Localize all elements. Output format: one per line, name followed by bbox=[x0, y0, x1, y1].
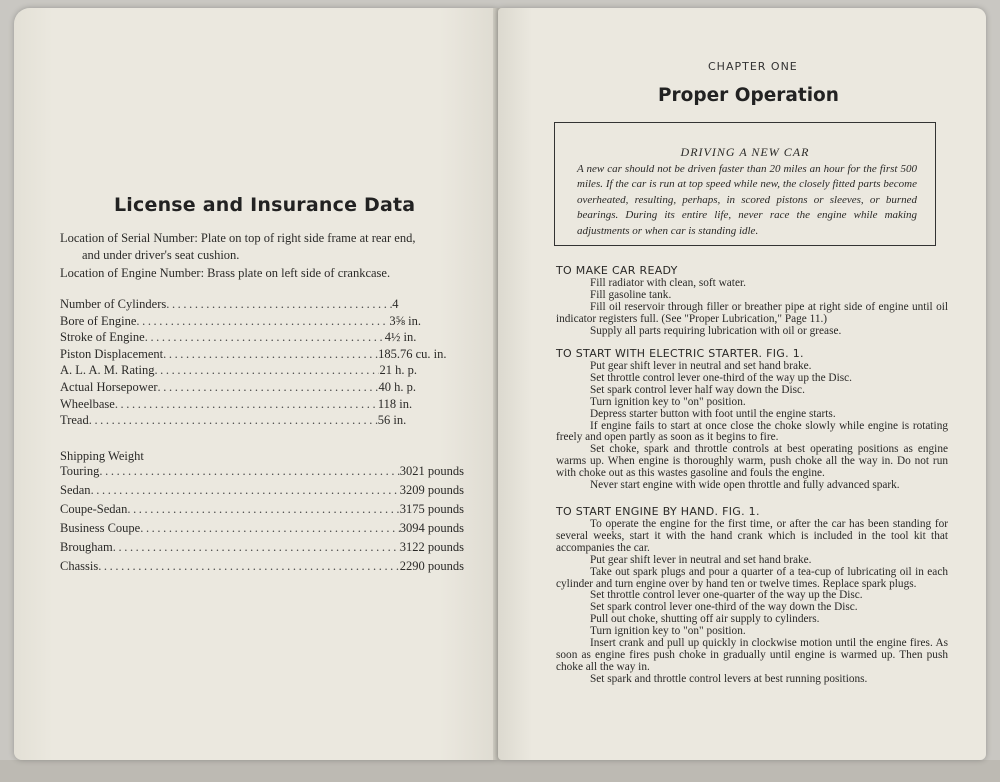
paragraph: If engine fails to start at once close the choke slowly while engine is rotating freely and open partly as soon as it begins to fire. bbox=[556, 419, 948, 444]
right-page bbox=[498, 8, 986, 760]
spec-list bbox=[60, 297, 480, 430]
paragraph: Supply all parts requiring lubrication with oil or grease. bbox=[590, 324, 842, 337]
section-electric-starter bbox=[556, 346, 948, 492]
left-page bbox=[14, 8, 498, 760]
shipping-row: Touring ..... 3021 pounds bbox=[60, 464, 464, 483]
serial-location bbox=[60, 230, 480, 264]
spec-row: Tread ..... 56 in. bbox=[60, 413, 480, 430]
shipping-row: Sedan ..... 3209 pounds bbox=[60, 483, 464, 502]
paragraph: Put gear shift lever in neutral and set hand brake. bbox=[590, 360, 812, 372]
spec-row: Piston Displacement ..... 185.76 cu. in. bbox=[60, 347, 480, 364]
spec-row: Number of Cylinders ..... 4 bbox=[60, 297, 480, 314]
shipping-weight-heading: Shipping Weight bbox=[60, 449, 144, 463]
paragraph: Set spark and throttle control levers at best running positions. bbox=[590, 672, 868, 685]
shipping-row: Business Coupe ..... 3094 pounds bbox=[60, 521, 464, 540]
paragraph: Fill oil reservoir through filler or breather pipe at right side of engine until oil indicator registers full. (See "Proper Lubrication," Page 11.) bbox=[556, 300, 948, 325]
paragraph: Turn ignition key to "on" position. bbox=[590, 395, 746, 408]
shipping-row: Coupe-Sedan ..... 3175 pounds bbox=[60, 502, 464, 521]
paragraph: Set choke, spark and throttle controls at best operating positions as engine warms up. When engine is thoroughly warm, push choke all the way in. Do not run with choke out as this wastes gasoline and fouls the engine. bbox=[556, 443, 948, 480]
box-heading: DRIVING A NEW CAR bbox=[680, 145, 810, 159]
paragraph: Take out spark plugs and pour a quarter of a tea-cup of lubricating oil in each cylinder and turn engine over by hand ten or twelve times. Replace spark plugs. bbox=[556, 565, 948, 590]
left-page-title: License and Insurance Data bbox=[114, 194, 416, 216]
spec-row: Stroke of Engine ..... 4½ in. bbox=[60, 330, 480, 347]
paragraph: Set spark control lever one-third of the way down the Disc. bbox=[590, 601, 858, 614]
shipping-weight-list bbox=[60, 464, 464, 578]
box-text: A new car should not be driven faster than 20 miles an hour for the first 500 miles. If the car is run at top speed while new, the closely fitted parts become overheated, resulting, perhaps, in scored pistons or sleeves, or burned bearings. During its entire life, never race the engine while making adjustments or when car is standing idle. bbox=[577, 163, 917, 237]
engine-number-location: Location of Engine Number: Brass plate on left side of crankcase. bbox=[60, 266, 391, 280]
table-surface bbox=[0, 760, 1000, 782]
paragraph: Set spark control lever half way down the Disc. bbox=[590, 383, 805, 396]
paragraph: Never start engine with wide open throttle and fully advanced spark. bbox=[590, 479, 900, 492]
paragraph: Insert crank and pull up quickly in clockwise motion until the engine fires. As soon as engine fires push choke in gradually until engine is warmed up. Then push choke all the way in. bbox=[556, 637, 948, 673]
paragraph: Pull out choke, shutting off air supply to cylinders. bbox=[590, 613, 820, 626]
paragraph: Depress starter button with foot until the engine starts. bbox=[590, 407, 836, 420]
chapter-label: CHAPTER ONE bbox=[708, 60, 798, 73]
paragraph: Turn ignition key to "on" position. bbox=[590, 625, 746, 638]
spec-row: Actual Horsepower ..... 40 h. p. bbox=[60, 380, 480, 397]
paragraph: Set throttle control lever one-third of the way up the Disc. bbox=[590, 371, 852, 384]
paragraph: Fill radiator with clean, soft water. bbox=[590, 277, 746, 289]
spec-row: A. L. A. M. Rating ..... 21 h. p. bbox=[60, 363, 480, 380]
section-make-car-ready bbox=[556, 263, 948, 338]
paragraph: Set throttle control lever one-quarter of the way up the Disc. bbox=[590, 589, 863, 602]
section-heading: TO START WITH ELECTRIC STARTER. FIG. 1. bbox=[556, 347, 804, 360]
paragraph: To operate the engine for the first time, or after the car has been standing for several weeks, start it with the hand crank which is included in the tool kit that accompanies the car. bbox=[556, 518, 948, 554]
paragraph: Put gear shift lever in neutral and set hand brake. bbox=[590, 553, 812, 566]
serial-line-1: Location of Serial Number: Plate on top of right side frame at rear end, bbox=[60, 231, 416, 245]
section-start-by-hand bbox=[556, 504, 948, 686]
right-page-title: Proper Operation bbox=[658, 85, 839, 106]
shipping-row: Brougham ..... 3122 pounds bbox=[60, 540, 464, 559]
serial-line-2: and under driver's seat cushion. bbox=[82, 248, 240, 262]
section-heading: TO START ENGINE BY HAND. FIG. 1. bbox=[556, 505, 760, 518]
spec-row: Wheelbase ..... 118 in. bbox=[60, 397, 480, 414]
spec-row: Bore of Engine ..... 3⅝ in. bbox=[60, 314, 480, 331]
paragraph: Fill gasoline tank. bbox=[590, 288, 672, 301]
driving-new-car-box bbox=[554, 122, 936, 246]
section-heading: TO MAKE CAR READY bbox=[556, 264, 678, 277]
shipping-row: Chassis ..... 2290 pounds bbox=[60, 559, 464, 578]
